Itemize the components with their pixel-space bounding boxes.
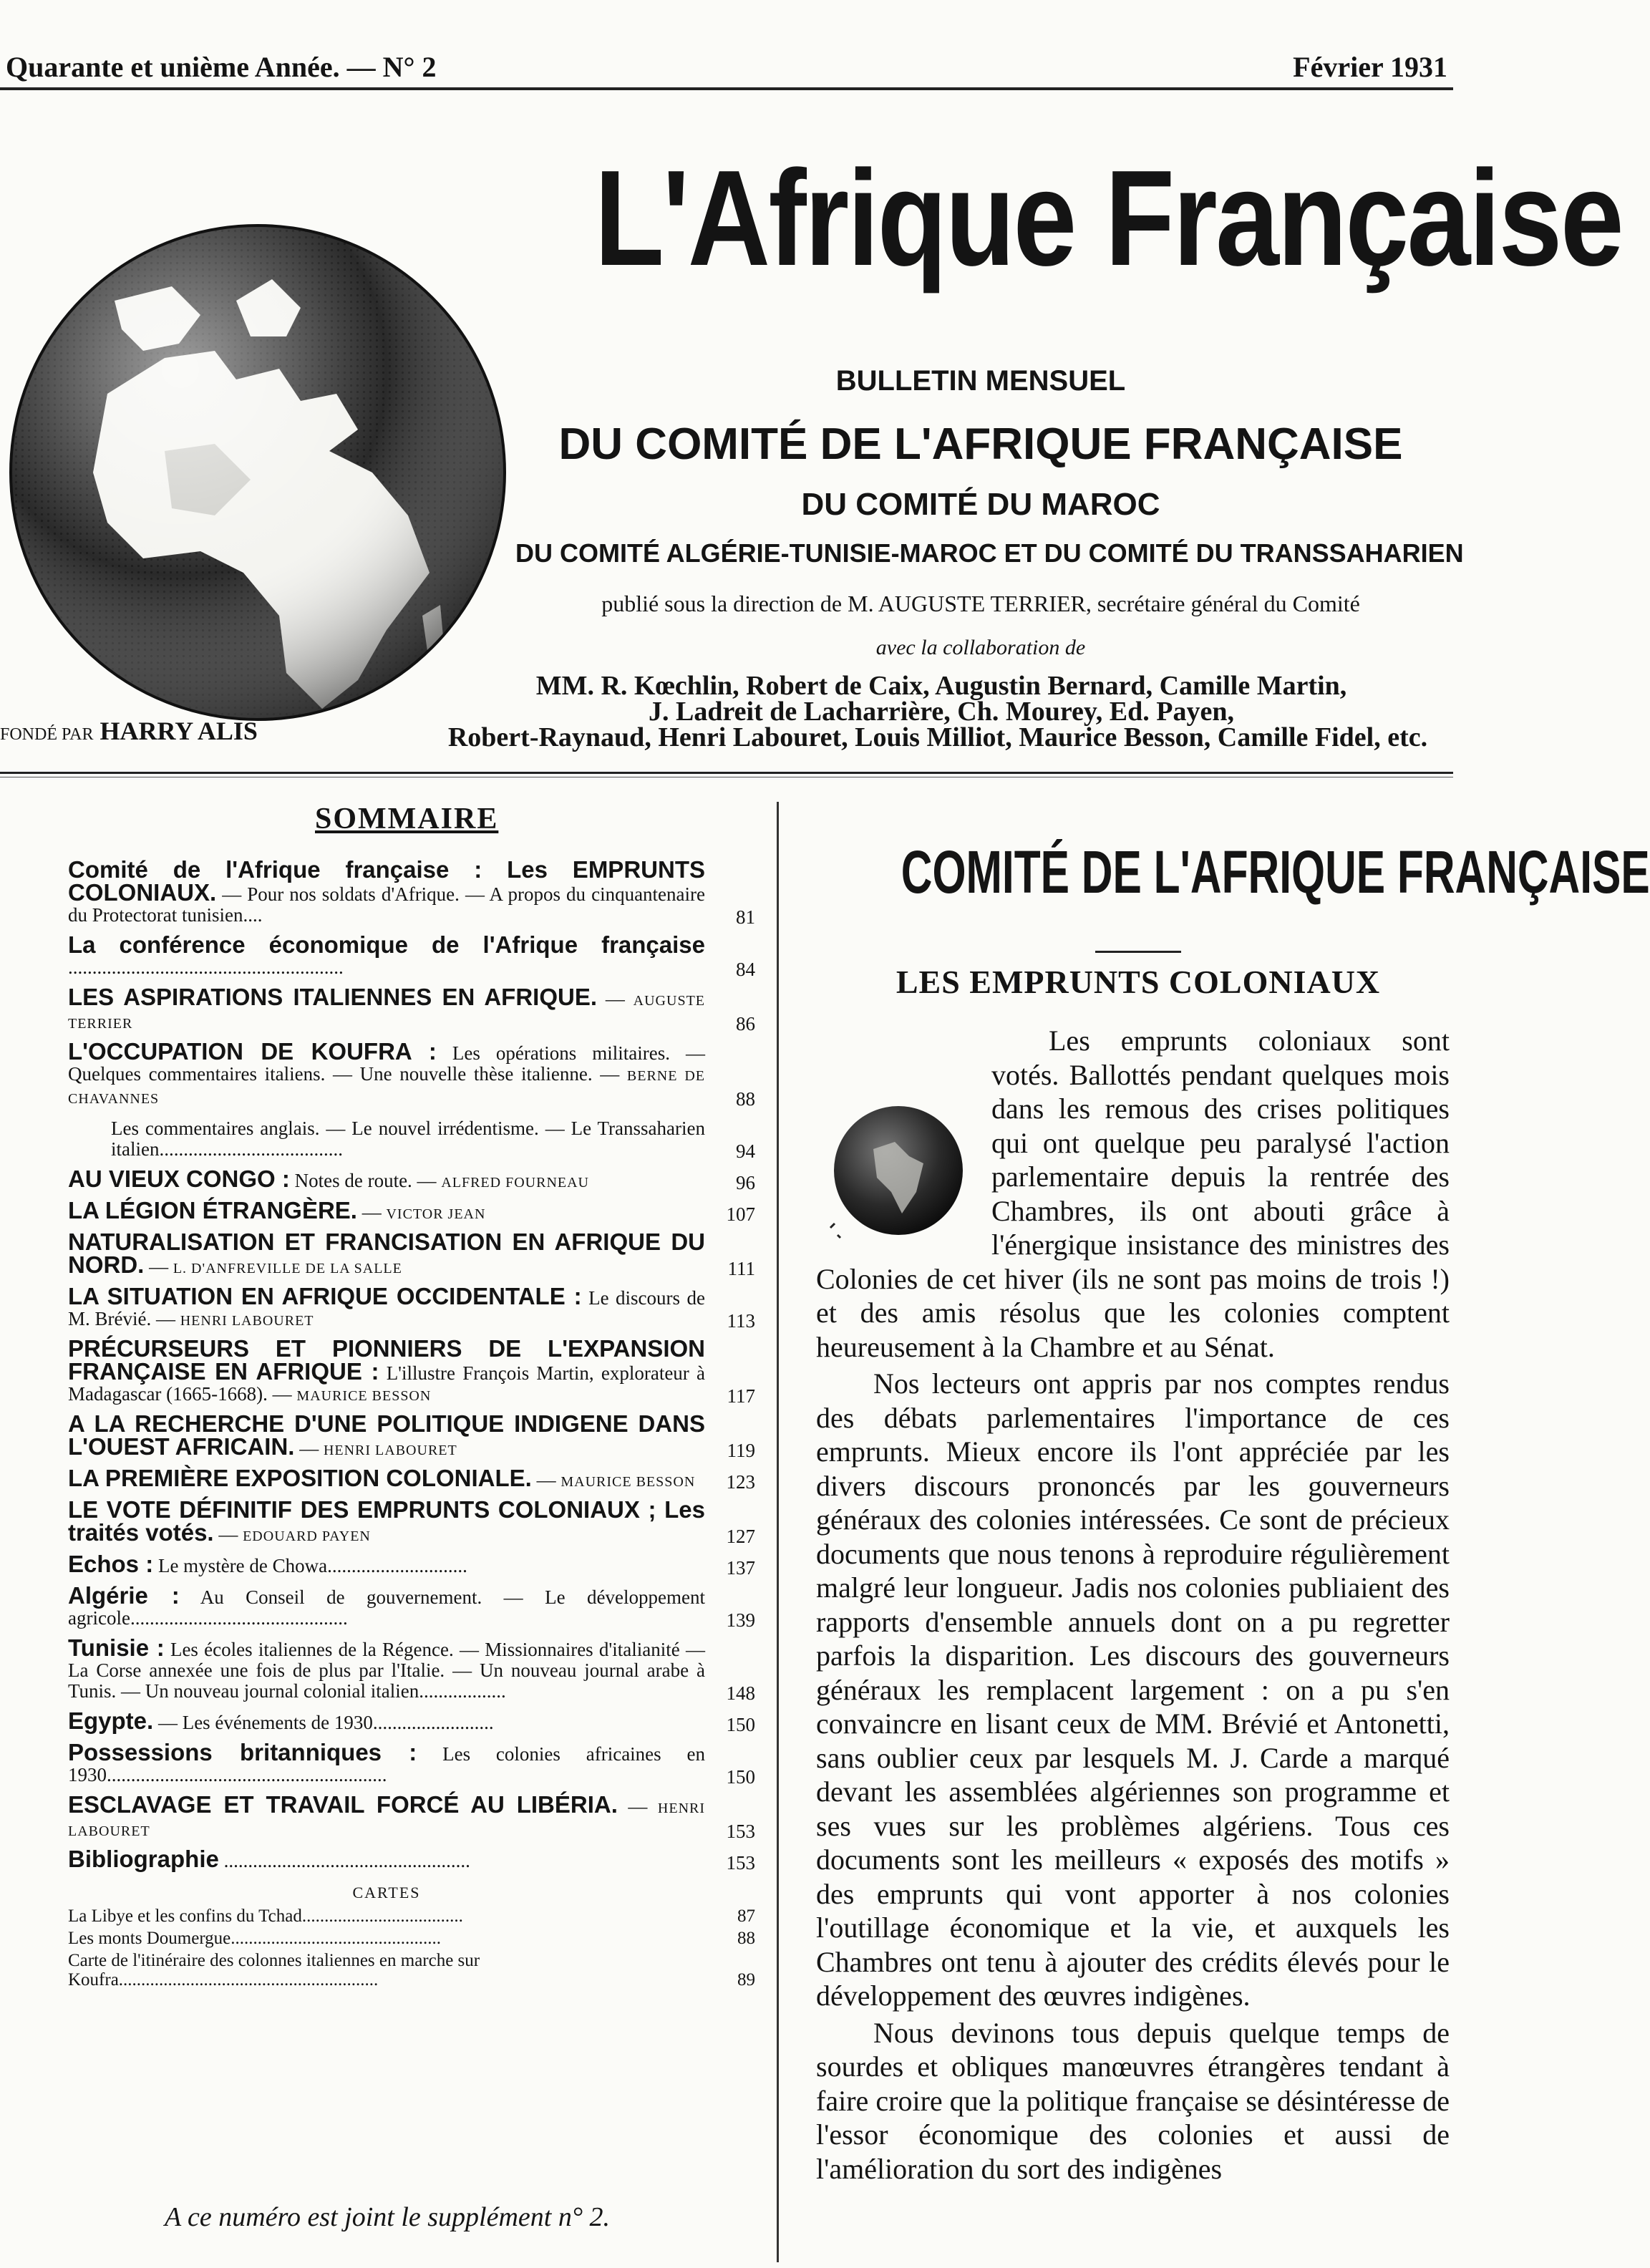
- maroc-subtitle: DU COMITÉ DU MAROC: [801, 487, 1160, 522]
- toc-entry-text: — Les événements de 1930.........................: [153, 1712, 494, 1733]
- toc-entry: [68, 1582, 755, 1631]
- toc-entry-text: Le discours de M. Brévié. —: [68, 1287, 705, 1329]
- globe-illustration: [0, 215, 515, 730]
- toc-entry: [68, 856, 755, 928]
- toc-entry-author: HENRI LABOURET: [180, 1313, 314, 1329]
- toc-entry: [68, 984, 755, 1034]
- toc-page-number: 88: [736, 1088, 755, 1110]
- toc-entry-title: A LA RECHERCHE D'UNE POLITIQUE INDIGENE DANS L'OUEST AFRICAIN.: [68, 1410, 705, 1460]
- toc-entry: [68, 1038, 755, 1110]
- toc-entry-text: —: [617, 1796, 658, 1817]
- toc-entry-title: Echos :: [68, 1551, 154, 1577]
- article-paragraph-1: Les emprunts coloniaux sont votés. Ballottés pendant quelques mois dans les remous des crises politiques qui ont quelque peu paralysé l'action parlementaire depuis la rentrée des Chambres, ils ont abouti grâce à l'énergique insistance des ministres des Colonies de cet hiver (ils ne sont pas moins de trois !) et des amis résolus que les colonies comptent heureusement à la Chambre et au Sénat.: [816, 1024, 1450, 1363]
- cartes-heading: CARTES: [352, 1884, 421, 1901]
- toc-entry-title: Tunisie :: [68, 1634, 165, 1661]
- map-entry-text: Carte de l'itinéraire des colonnes italiennes en marche sur Koufra..........................................................: [68, 1951, 480, 1990]
- toc-entry-title: LA LÉGION ÉTRANGÈRE.: [68, 1197, 357, 1223]
- toc-page-number: 150: [726, 1766, 755, 1788]
- section-rule: [1095, 951, 1181, 953]
- toc-entry: [68, 1551, 755, 1579]
- small-globe-illustration: [816, 1092, 991, 1260]
- toc-entry-title: La conférence économique de l'Afrique française: [68, 931, 705, 958]
- toc-entry-text: Les commentaires anglais. — Le nouvel irrédentisme. — Le Transsaharien italien......................................: [111, 1118, 705, 1160]
- column-divider: [777, 802, 779, 2262]
- toc-entry-title: NATURALISATION ET FRANCISATION EN AFRIQUE DU NORD.: [68, 1228, 705, 1278]
- toc-entry-title: Algérie :: [68, 1582, 180, 1609]
- toc-entry-author: EDOUARD PAYEN: [243, 1528, 371, 1544]
- toc-page-number: 81: [736, 906, 755, 928]
- toc-entry: [68, 1228, 755, 1279]
- toc-entry-author: L. D'ANFREVILLE DE LA SALLE: [173, 1261, 402, 1276]
- toc-entry-text: —: [144, 1256, 173, 1277]
- collaboration-label: avec la collaboration de: [875, 636, 1086, 659]
- toc-entry-text: —: [597, 988, 634, 1009]
- toc-page-number: 127: [726, 1526, 755, 1547]
- toc-page-number: 84: [736, 959, 755, 980]
- article-title: LES EMPRUNTS COLONIAUX: [896, 964, 1381, 1000]
- article-body: [816, 1024, 1450, 2189]
- toc-entry-author: BERNE DE CHAVANNES: [68, 1068, 705, 1107]
- section-title: COMITÉ DE L'AFRIQUE FRANÇAISE: [901, 838, 1650, 906]
- toc-entry: [68, 1496, 755, 1547]
- issue-number: Quarante et unième Année. — N° 2: [6, 51, 437, 83]
- toc-entry-author: HENRI LABOURET: [68, 1801, 706, 1839]
- toc-entry: [68, 1168, 755, 1193]
- toc-entry-text: Notes de route. —: [289, 1170, 442, 1191]
- supplement-note: A ce numéro est joint le supplément n° 2.: [165, 2202, 611, 2232]
- toc-entry: [68, 1116, 755, 1162]
- toc-page-number: 111: [727, 1258, 755, 1279]
- toc-entry-text: Le mystère de Chowa.............................: [153, 1555, 467, 1576]
- toc-page-number: 148: [726, 1682, 755, 1704]
- toc-entry-title: Comité de l'Afrique française : Les EMPRUNTS COLONIAUX.: [68, 856, 705, 906]
- article-paragraph-3: Nous devinons tous depuis quelque temps de sourdes et obliques manœuvres étrangères tendant à faire croire que la politique française se désintéresse de l'essor économique des colonies et aussi de l'amélioration du sort des indigènes: [816, 2016, 1450, 2185]
- toc-entry: [68, 1634, 755, 1704]
- toc-entry: [68, 1465, 755, 1493]
- toc-entry-text: — Pour nos soldats d'Afrique. — A propos du cinquantenaire du Protectorat tunisien....: [68, 883, 705, 926]
- founded-prefix: FONDÉ PAR: [0, 725, 94, 744]
- toc-page-number: 119: [727, 1440, 755, 1461]
- toc-entry-text: Les opérations militaires. — Quelques commentaires italiens. — Une nouvelle thèse italienne. —: [68, 1042, 706, 1085]
- toc-entry-author: HENRI LABOURET: [323, 1443, 457, 1458]
- toc-entry-text: —: [356, 1201, 387, 1223]
- toc-page-number: 123: [726, 1471, 755, 1493]
- toc-entry-title: Bibliographie: [68, 1846, 219, 1872]
- founder-name: HARRY ALIS: [100, 717, 258, 745]
- toc-entry-title: L'OCCUPATION DE KOUFRA :: [68, 1038, 437, 1065]
- toc-entry-title: LES ASPIRATIONS ITALIENNES EN AFRIQUE.: [68, 984, 598, 1010]
- toc-entry-author: MAURICE BESSON: [560, 1474, 696, 1490]
- toc-page-number: 153: [726, 1852, 755, 1874]
- toc-entry-text: —: [294, 1438, 324, 1459]
- founded-by: [0, 716, 258, 746]
- toc-page-number: 153: [726, 1821, 755, 1842]
- top-rule: [0, 87, 1453, 90]
- toc-page-number: 139: [726, 1609, 755, 1631]
- issue-date: Février 1931: [1293, 51, 1447, 83]
- map-page-number: 89: [737, 1970, 755, 1990]
- toc-entry-title: LA SITUATION EN AFRIQUE OCCIDENTALE :: [68, 1283, 582, 1309]
- map-entry-text: La Libye et les confins du Tchad....................................: [68, 1906, 463, 1926]
- toc-entry-text: Au Conseil de gouvernement. — Le développement agricole.............................................: [68, 1586, 705, 1629]
- toc-page-number: 150: [726, 1714, 755, 1735]
- toc-page-number: 86: [736, 1013, 755, 1034]
- toc-page-number: 117: [727, 1385, 755, 1407]
- toc-entry-author: MAURICE BESSON: [296, 1388, 432, 1404]
- map-entry: [68, 1951, 755, 1990]
- toc-entry: [68, 1410, 755, 1461]
- toc-entry-title: LA PREMIÈRE EXPOSITION COLONIALE.: [68, 1465, 532, 1491]
- toc-entry-author: AUGUSTE TERRIER: [68, 993, 706, 1032]
- toc-entry-title: LE VOTE DÉFINITIF DES EMPRUNTS COLONIAUX ; Les traités votés.: [68, 1496, 705, 1546]
- collaborators-line-2: J. Ladreit de Lacharrière, Ch. Mourey, Ed. Payen,: [648, 697, 1234, 727]
- toc-entry: [68, 931, 755, 980]
- toc-entry-title: ESCLAVAGE ET TRAVAIL FORCÉ AU LIBÉRIA.: [68, 1791, 618, 1818]
- toc-entry-author: ALFRED FOURNEAU: [441, 1175, 589, 1191]
- map-entry: [68, 1929, 755, 1948]
- toc-entry-author: VICTOR JEAN: [386, 1206, 486, 1222]
- sommaire-title: SOMMAIRE: [315, 803, 499, 835]
- toc-page-number: 94: [736, 1140, 755, 1162]
- map-entry: [68, 1906, 755, 1926]
- toc-entry-text: Les écoles italiennes de la Régence. — Missionnaires d'italianité — La Corse annexée une fois de plus par l'Italie. — Un nouveau journal arabe à Tunis. — Un nouveau journal colonial italien..................: [68, 1639, 705, 1702]
- bulletin-subtitle: BULLETIN MENSUEL: [835, 365, 1126, 397]
- toc-entry-title: Possessions britanniques :: [68, 1739, 417, 1765]
- toc-entry-text: .........................................................: [68, 956, 344, 978]
- toc-entry-text: L'illustre François Martin, explorateur à Madagascar (1665-1668). —: [68, 1362, 705, 1405]
- comite-subtitle: DU COMITÉ DE L'AFRIQUE FRANÇAISE: [558, 420, 1403, 469]
- masthead-title: L'Afrique Française: [594, 142, 1623, 294]
- toc-entry: [68, 1739, 755, 1788]
- toc-entry: [68, 1335, 755, 1407]
- toc-entry-text: —: [213, 1523, 243, 1545]
- toc-entry-text: Les colonies africaines en 1930..........................................................: [68, 1743, 705, 1785]
- article-paragraph-2: Nos lecteurs ont appris par nos comptes rendus des débats parlementaires l'importance de ces emprunts. Mieux encore ils l'ont appréciée par les divers discours prononcés par les gouverneurs généraux des colonies intéressées. Ce sont de précieux documents que nous tenons à reproduire régulièrement malgré leur longueur. Jadis nos colonies publiaient des rapports d'ensemble annuels dont on a pu regretter parfois la disparition. Les discours des gouverneurs généraux les remplacent largement : on a pu s'en convaincre en lisant ceux de MM. Brévié et Antonetti, sans oublier ceux par lesquels M. J. Carde a marqué devant les assemblées algériennes son programme et ses vues sur les problèmes algériens. Tous ces documents sont les meilleurs « exposés des motifs » des emprunts qui vont apporter à nos colonies l'outillage économique et la vie, et auxquels les Chambres ont tenu à ajouter des crédits élevés pour le développement des œuvres indigènes.: [816, 1367, 1450, 2012]
- toc-entry-title: AU VIEUX CONGO :: [68, 1166, 290, 1192]
- map-entry-text: Les monts Doumergue...............................................: [68, 1929, 442, 1948]
- toc-page-number: 113: [727, 1310, 755, 1332]
- table-of-contents: [68, 856, 755, 1992]
- toc-page-number: 137: [726, 1557, 755, 1579]
- toc-entry-title: Egypte.: [68, 1707, 154, 1734]
- map-page-number: 88: [737, 1929, 755, 1948]
- collaborators-line-1: MM. R. Kœchlin, Robert de Caix, Augustin Bernard, Camille Martin,: [535, 671, 1347, 701]
- toc-page-number: 107: [726, 1203, 755, 1225]
- direction-line: publié sous la direction de M. AUGUSTE TERRIER, secrétaire général du Comité: [601, 591, 1360, 616]
- toc-entry-text: —: [531, 1469, 561, 1491]
- toc-entry-text: ...................................................: [218, 1850, 470, 1871]
- toc-entry: [68, 1791, 755, 1842]
- toc-entry: [68, 1707, 755, 1735]
- toc-entry: [68, 1197, 755, 1225]
- collaborators-line-3: Robert-Raynaud, Henri Labouret, Louis Milliot, Maurice Besson, Camille Fidel, etc.: [447, 722, 1428, 752]
- algerie-subtitle: DU COMITÉ ALGÉRIE-TUNISIE-MAROC ET DU COMITÉ DU TRANSSAHARIEN: [515, 538, 1464, 568]
- map-page-number: 87: [737, 1906, 755, 1926]
- masthead-rule: [0, 772, 1453, 774]
- toc-page-number: 96: [736, 1172, 755, 1193]
- toc-entry: [68, 1283, 755, 1332]
- toc-entry-title: PRÉCURSEURS ET PIONNIERS DE L'EXPANSION FRANÇAISE EN AFRIQUE :: [68, 1335, 705, 1385]
- toc-entry: [68, 1848, 755, 1874]
